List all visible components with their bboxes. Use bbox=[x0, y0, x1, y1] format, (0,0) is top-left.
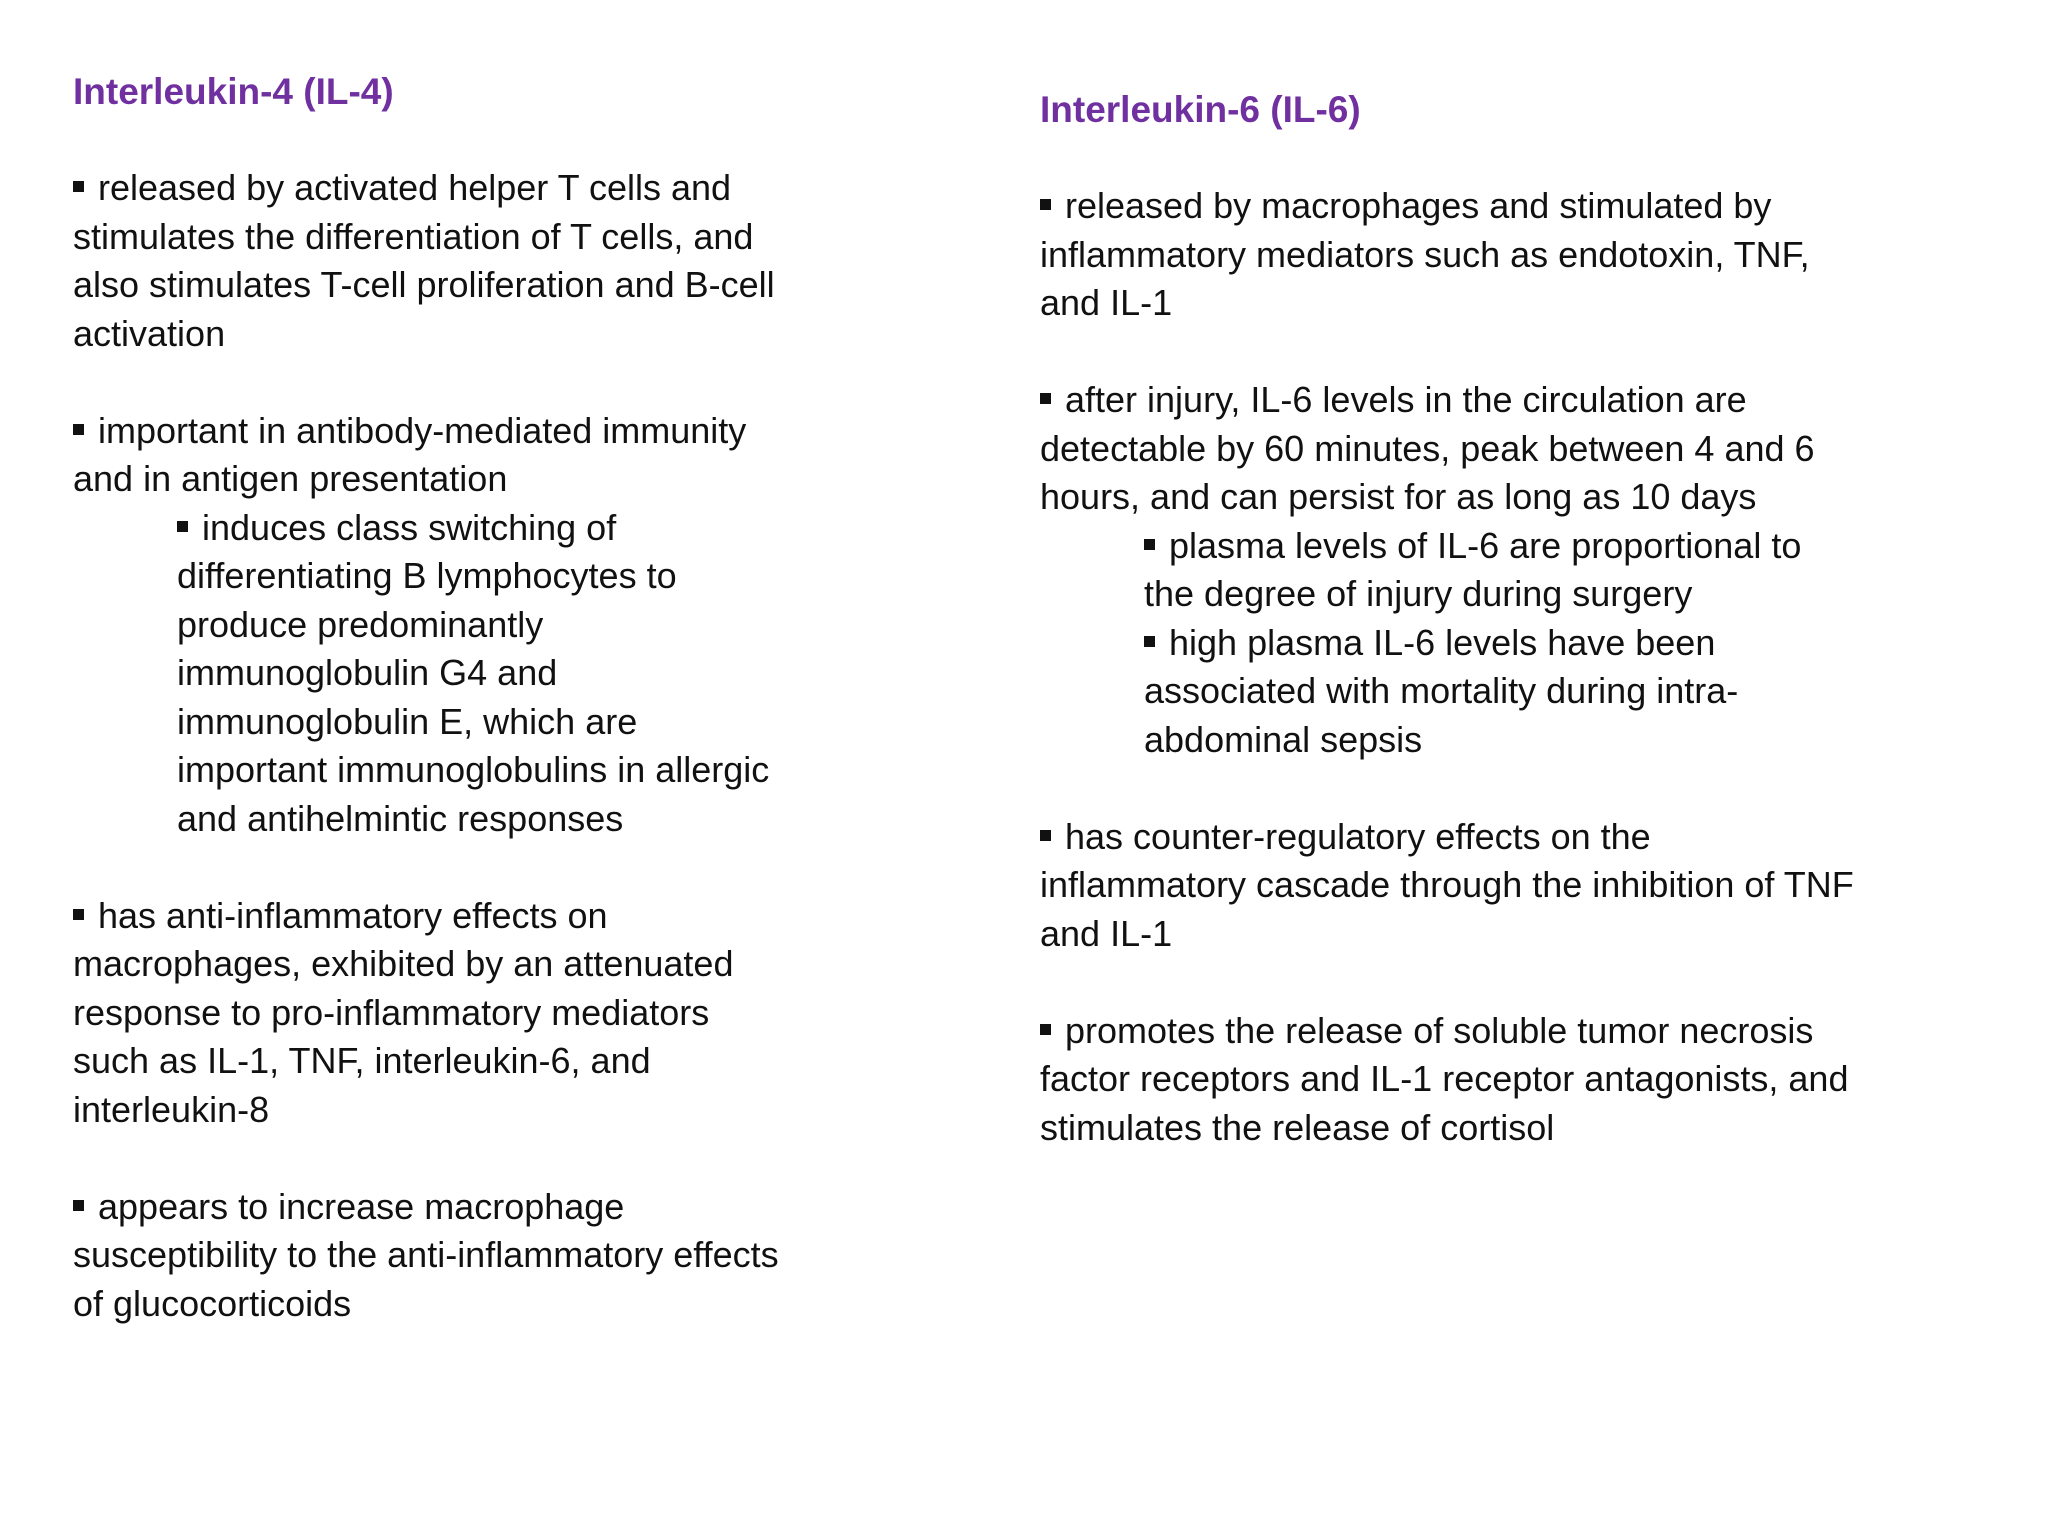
il6-subbullet-text: high plasma IL-6 levels have been associated with mortality during intra-abdominal sepsis bbox=[1144, 621, 1739, 760]
il4-bullet-4 bbox=[73, 1183, 793, 1329]
il6-bullet-text: after injury, IL-6 levels in the circulation are detectable by 60 minutes, peak between 4 and 6 hours, and can persist for as long as 10 days bbox=[1040, 379, 1815, 517]
il6-bullet-3 bbox=[1040, 813, 1860, 959]
square-bullet-icon bbox=[73, 181, 84, 192]
square-bullet-icon bbox=[1040, 199, 1051, 210]
il6-title: Interleukin-6 (IL-6) bbox=[1040, 89, 1361, 130]
il6-subbullet-text: plasma levels of IL-6 are proportional to the degree of injury during surgery bbox=[1144, 524, 1802, 614]
square-bullet-icon bbox=[73, 1200, 84, 1211]
il4-bullet-3 bbox=[73, 892, 793, 1135]
square-bullet-icon bbox=[1144, 636, 1155, 647]
il4-bullet-text: important in antibody-mediated immunity and in antigen presentation bbox=[73, 409, 747, 499]
il4-bullet-text: has anti-inflammatory effects on macrophages, exhibited by an attenuated response to pro-inflammatory mediators such as IL-1, TNF, interleukin-6, and interleukin-8 bbox=[73, 894, 734, 1130]
il6-subbullets bbox=[1144, 522, 1860, 765]
square-bullet-icon bbox=[1040, 393, 1051, 404]
il6-column bbox=[1040, 86, 1860, 1201]
square-bullet-icon bbox=[73, 909, 84, 920]
il6-bullet-text: released by macrophages and stimulated by inflammatory mediators such as endotoxin, TNF, and IL-1 bbox=[1040, 185, 1810, 323]
il4-subbullet-1 bbox=[177, 504, 793, 844]
square-bullet-icon bbox=[177, 521, 188, 532]
il6-bullet-4 bbox=[1040, 1007, 1860, 1153]
il4-bullet-text: appears to increase macrophage susceptibility to the anti-inflammatory effects of glucocorticoids bbox=[73, 1185, 779, 1324]
il6-subbullet-1 bbox=[1144, 522, 1860, 619]
il6-bullet-text: has counter-regulatory effects on the inflammatory cascade through the inhibition of TNF and IL-1 bbox=[1040, 815, 1854, 954]
square-bullet-icon bbox=[1040, 830, 1051, 841]
il6-bullet-text: promotes the release of soluble tumor necrosis factor receptors and IL-1 receptor antagonists, and stimulates the release of cortisol bbox=[1040, 1009, 1849, 1148]
il4-subbullets bbox=[177, 504, 793, 844]
il4-title: Interleukin-4 (IL-4) bbox=[73, 71, 394, 112]
il4-subbullet-text: induces class switching of differentiating B lymphocytes to produce predominantly immunoglobulin G4 and immunoglobulin E, which are important immunoglobulins in allergic and antihelmintic responses bbox=[177, 506, 770, 839]
il4-bullet-1 bbox=[73, 164, 793, 358]
il6-subbullet-2 bbox=[1144, 619, 1860, 765]
il6-bullet-2 bbox=[1040, 376, 1860, 522]
square-bullet-icon bbox=[1144, 539, 1155, 550]
il6-bullet-1 bbox=[1040, 182, 1860, 328]
il4-column bbox=[73, 68, 793, 1377]
il4-bullet-2 bbox=[73, 407, 793, 504]
square-bullet-icon bbox=[1040, 1024, 1051, 1035]
square-bullet-icon bbox=[73, 424, 84, 435]
il4-bullet-text: released by activated helper T cells and stimulates the differentiation of T cells, and also stimulates T-cell proliferation and B-cell activation bbox=[73, 167, 775, 354]
